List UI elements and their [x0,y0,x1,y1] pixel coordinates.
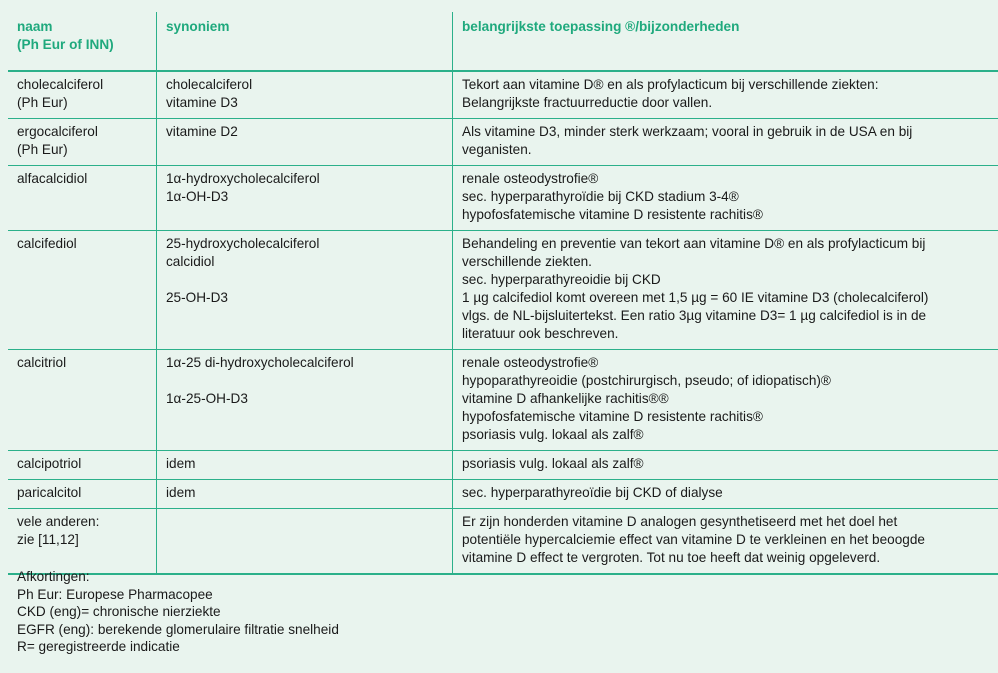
cell-synonym [157,480,453,509]
cell-synonym [157,71,453,119]
cell-application-line: sec. hyperparathyreoïdie bij CKD of dialyse [462,485,723,500]
cell-application-line: hypofosfatemische vitamine D resistente rachitis® [462,207,763,222]
cell-application-line: vitamine D afhankelijke rachitis®® [462,391,669,406]
cell-name-line: calcitriol [17,355,67,370]
cell-application-line: 1 µg calcifediol komt overeen met 1,5 µg = 60 IE vitamine D3 (cholecalciferol) [462,290,929,305]
cell-synonym-line: 25-hydroxycholecalciferol [166,236,320,251]
cell-synonym [157,231,453,350]
abbreviations-footnote [17,568,339,656]
cell-application-line: hypoparathyreoidie (postchirurgisch, pseudo; of idiopatisch)® [462,373,831,388]
cell-application-line: renale osteodystrofie® [462,171,599,186]
cell-synonym-line [166,271,444,289]
cell-application-line: Er zijn honderden vitamine D analogen gesynthetiseerd met het doel het [462,514,898,529]
cell-application [453,480,998,509]
header-name-line: naam [17,19,53,34]
cell-synonym-line: idem [166,456,196,471]
cell-application [453,166,998,231]
cell-name [8,166,157,231]
cell-name [8,71,157,119]
header-name [8,12,157,71]
cell-name-line: alfacalcidiol [17,171,88,186]
cell-synonym-line [166,372,444,390]
cell-application-line: sec. hyperparathyroïdie bij CKD stadium 3-4® [462,189,739,204]
cell-synonym [157,350,453,451]
cell-application-line: veganisten. [462,142,532,157]
cell-synonym-line: 1α-OH-D3 [166,189,229,204]
footnote-line: R= geregistreerde indicatie [17,639,180,655]
vitamin-d-table [8,12,998,575]
cell-name-line: (Ph Eur) [17,142,68,157]
cell-name [8,451,157,480]
cell-application-line: psoriasis vulg. lokaal als zalf® [462,427,644,442]
cell-synonym-line: cholecalciferol [166,77,253,92]
cell-application-line: hypofosfatemische vitamine D resistente rachitis® [462,409,763,424]
table-row [8,119,998,166]
cell-name-line: (Ph Eur) [17,95,68,110]
cell-application [453,231,998,350]
cell-synonym-line: 1α-25 di-hydroxycholecalciferol [166,355,354,370]
cell-name [8,350,157,451]
cell-application-line: renale osteodystrofie® [462,355,599,370]
footnote-line: EGFR (eng): berekende glomerulaire filtratie snelheid [17,621,339,637]
cell-synonym [157,451,453,480]
header-application: belangrijkste toepassing ®/bijzonderheden [462,19,740,34]
cell-application-line: Belangrijkste fractuurreductie door vallen. [462,95,713,110]
table-header-row [8,12,998,71]
cell-synonym [157,166,453,231]
cell-name-line: ergocalciferol [17,124,98,139]
cell-application [453,119,998,166]
cell-application [453,350,998,451]
cell-synonym-line: idem [166,485,196,500]
cell-name [8,119,157,166]
cell-application [453,509,998,575]
cell-name-line: calcifediol [17,236,77,251]
cell-synonym-line: 1α-25-OH-D3 [166,391,248,406]
table-row [8,480,998,509]
table-row [8,451,998,480]
cell-application-line: vlgs. de NL-bijsluitertekst. Een ratio 3µg vitamine D3= 1 µg calcifediol is in de [462,308,927,323]
cell-name [8,509,157,575]
cell-synonym [157,509,453,575]
cell-application-line: verschillende ziekten. [462,254,592,269]
cell-synonym-line: 1α-hydroxycholecalciferol [166,171,320,186]
footnote-line: CKD (eng)= chronische nierziekte [17,604,221,620]
cell-synonym-line: calcidiol [166,254,215,269]
cell-name-line: cholecalciferol [17,77,104,92]
cell-application [453,71,998,119]
cell-application-line: literatuur ook beschreven. [462,326,619,341]
cell-application-line: Tekort aan vitamine D® en als profylacticum bij verschillende ziekten: [462,77,879,92]
cell-application-line: potentiële hypercalciemie effect van vitamine D te verkleinen en het beoogde [462,532,925,547]
header-synonym: synoniem [157,12,453,71]
table-row [8,231,998,350]
cell-name [8,231,157,350]
cell-name-line: paricalcitol [17,485,82,500]
cell-application [453,451,998,480]
table-row [8,166,998,231]
table-body [8,71,998,574]
cell-application-line: sec. hyperparathyreoidie bij CKD [462,272,661,287]
cell-application-line: psoriasis vulg. lokaal als zalf® [462,456,644,471]
table-row [8,509,998,575]
cell-name-line: calcipotriol [17,456,82,471]
cell-synonym-line: vitamine D3 [166,95,238,110]
table-row [8,71,998,119]
footnote-line: Ph Eur: Europese Pharmacopee [17,586,213,602]
cell-synonym-line: 25-OH-D3 [166,290,228,305]
cell-synonym-line: vitamine D2 [166,124,238,139]
cell-name-line: vele anderen: [17,514,100,529]
cell-application-line: Behandeling en preventie van tekort aan vitamine D® en als profylacticum bij [462,236,926,251]
table-row [8,350,998,451]
footnote-heading: Afkortingen: [17,569,90,584]
cell-application-line: Als vitamine D3, minder sterk werkzaam; vooral in gebruik in de USA en bij [462,124,913,139]
cell-application-line: vitamine D effect te vergroten. Tot nu toe heeft dat weinig opgeleverd. [462,550,881,565]
cell-name [8,480,157,509]
cell-name-line: zie [11,12] [17,532,79,547]
cell-synonym [157,119,453,166]
header-name-line: (Ph Eur of INN) [17,37,114,52]
